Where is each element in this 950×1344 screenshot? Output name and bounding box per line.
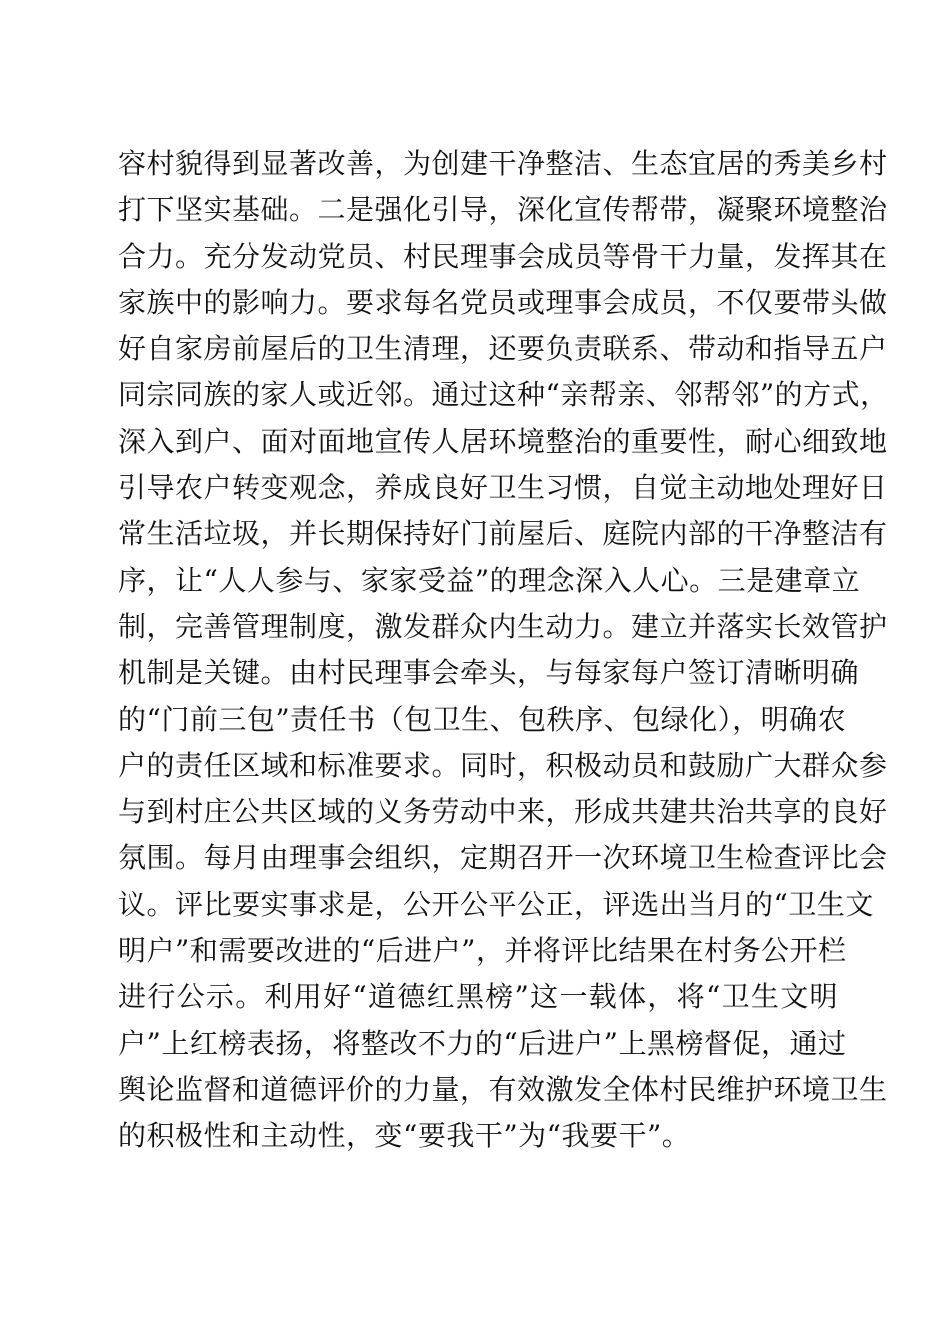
text-line: 议。评比要实事求是，公开公平公正，评选出当月的“卫生文 (118, 887, 874, 921)
text-line: 同宗同族的家人或近邻。通过这种“亲帮亲、邻帮邻”的方式， (118, 378, 889, 412)
body-paragraph (118, 141, 889, 1160)
text-line: 引导农户转变观念，养成良好卫生习惯，自觉主动地处理好日 (118, 471, 888, 505)
text-line: 常生活垃圾，并长期保持好门前屋后、庭院内部的干净整洁有 (118, 517, 888, 551)
text-line: 与到村庄公共区域的义务劳动中来，形成共建共治共享的良好 (118, 795, 888, 829)
text-line: 明户”和需要改进的“后进户”，并将评比结果在村务公开栏 (118, 934, 847, 968)
text-line: 户的责任区域和标准要求。同时，积极动员和鼓励广大群众参 (118, 748, 888, 782)
text-line: 的积极性和主动性，变“要我干”为“我要干”。 (118, 1119, 691, 1153)
text-line: 氛围。每月由理事会组织，定期召开一次环境卫生检查评比会 (118, 841, 888, 875)
text-line: 制，完善管理制度，激发群众内生动力。建立并落实长效管护 (118, 609, 888, 643)
text-line: 家族中的影响力。要求每名党员或理事会成员，不仅要带头做 (118, 285, 888, 319)
text-line: 打下坚实基础。二是强化引导，深化宣传帮带，凝聚环境整治 (118, 193, 888, 227)
text-line: 进行公示。利用好“道德红黑榜”这一载体，将“卫生文明 (118, 980, 838, 1014)
text-line: 容村貌得到显著改善，为创建干净整洁、生态宜居的秀美乡村 (118, 147, 888, 180)
text-line: 深入到户、面对面地宣传人居环境整治的重要性，耐心细致地 (118, 424, 888, 458)
text-line: 序，让“人人参与、家家受益”的理念深入人心。三是建章立 (118, 563, 861, 597)
text-line: 的“门前三包”责任书（包卫生、包秩序、包绿化），明确农 (118, 702, 847, 736)
text-line: 好自家房前屋后的卫生清理，还要负责联系、带动和指导五户 (118, 332, 888, 366)
text-line: 机制是关键。由村民理事会牵头，与每家每户签订清晰明确 (118, 656, 860, 690)
text-line: 合力。充分发动党员、村民理事会成员等骨干力量，发挥其在 (118, 239, 888, 273)
text-line: 户”上红榜表扬，将整改不力的“后进户”上黑榜督促，通过 (118, 1026, 847, 1060)
text-line: 舆论监督和道德评价的力量，有效激发全体村民维护环境卫生 (118, 1072, 888, 1106)
